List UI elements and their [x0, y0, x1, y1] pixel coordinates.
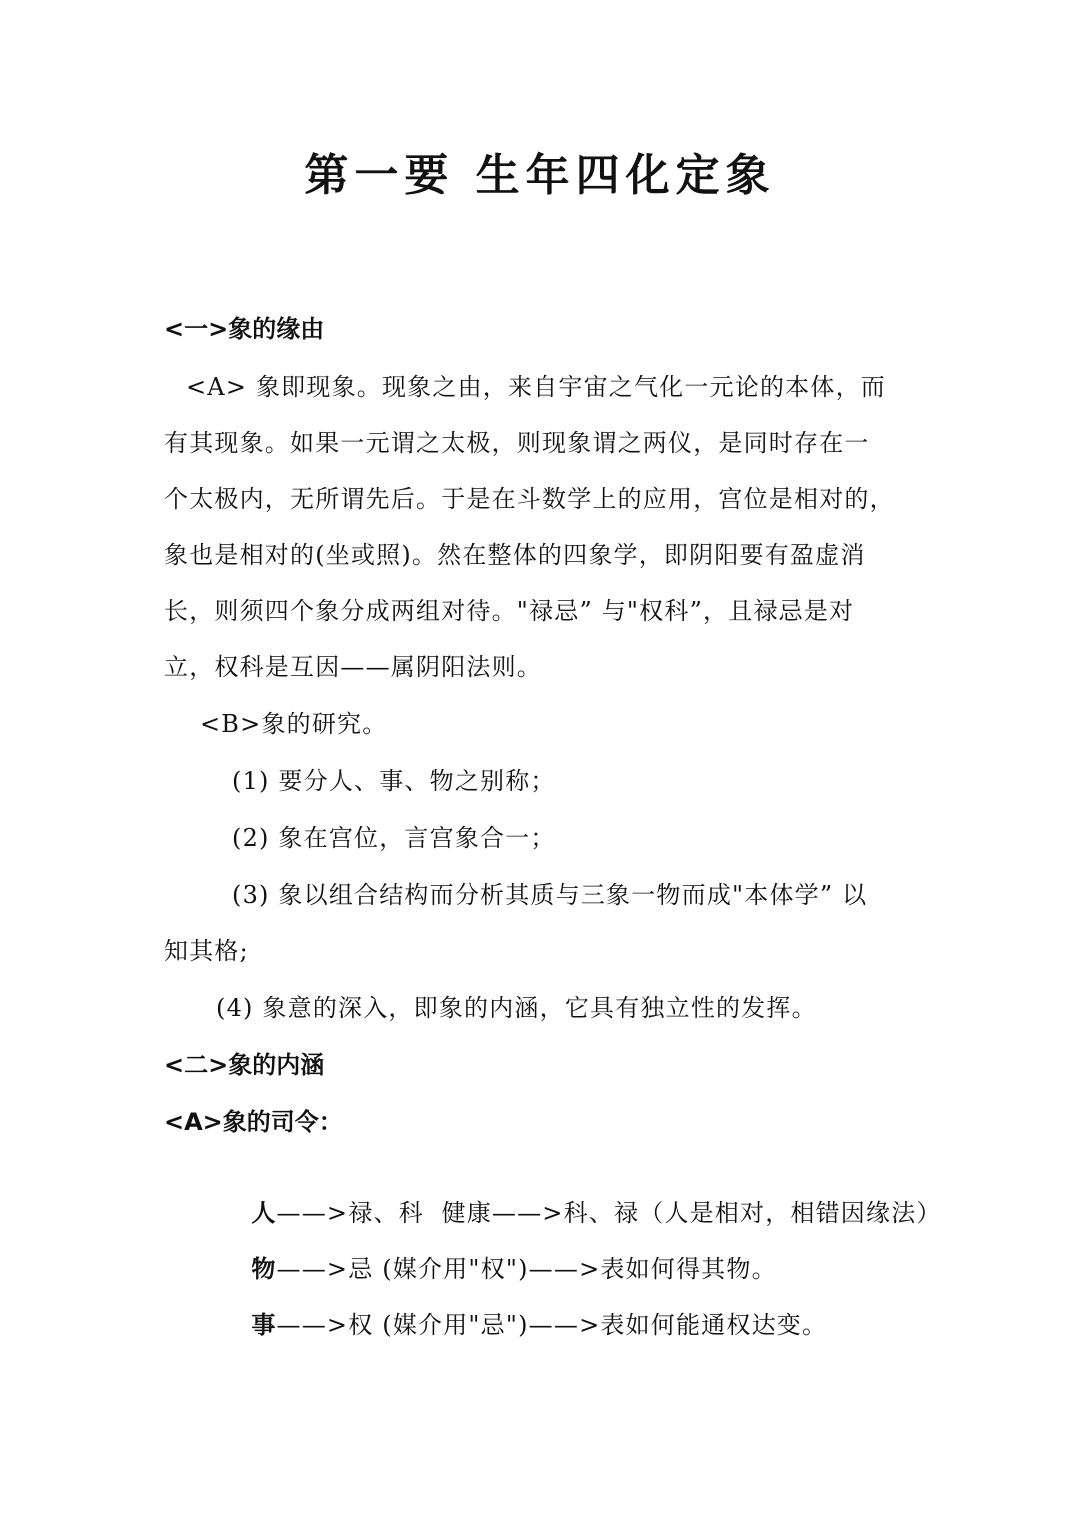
list-item: (1) 要分人、事、物之别称；	[232, 767, 556, 795]
mapping-text: ——>禄、科 健康——>科、禄（人是相对，相错因缘法）	[276, 1199, 942, 1227]
paragraph-line: 有其现象。如果一元谓之太极，则现象谓之两仪，是同时存在一	[164, 429, 870, 457]
mapping-lead: 物	[251, 1255, 277, 1283]
subsection-label: <B>象的研究。	[200, 710, 388, 738]
list-item-continuation: 知其格;	[164, 937, 249, 965]
paragraph-line: 长，则须四个象分成两组对待。"禄忌” 与"权科”，且禄忌是对	[164, 597, 855, 625]
mapping-lead: 人	[251, 1199, 277, 1227]
subsection-heading: <A>象的司令：	[164, 1108, 343, 1136]
paragraph-line: <A> 象即现象。现象之由，来自宇宙之气化一元论的本体，而	[186, 373, 886, 401]
paragraph-line: 个太极内，无所谓先后。于是在斗数学上的应用，宫位是相对的，	[164, 485, 895, 513]
paragraph-line: 立，权科是互因——属阴阳法则。	[164, 653, 542, 681]
mapping-row	[216, 1274, 827, 1376]
section-heading-content: <二>象的内涵	[164, 1051, 325, 1079]
page-title: 第一要 生年四化定象	[304, 150, 776, 201]
mapping-lead: 事	[251, 1311, 277, 1339]
list-item: (3) 象以组合结构而分析其质与三象一物而成"本体学” 以	[232, 881, 868, 909]
list-item: (2) 象在宫位，言宫象合一；	[232, 824, 556, 852]
mapping-text: ——>忌 (媒介用"权")——>表如何得其物。	[276, 1255, 777, 1283]
section-heading-origin: <一>象的缘由	[164, 315, 325, 343]
list-item: (4) 象意的深入，即象的内涵，它具有独立性的发挥。	[216, 994, 817, 1022]
mapping-text: ——>权 (媒介用"忌")——>表如何能通权达变。	[276, 1311, 828, 1339]
paragraph-line: 象也是相对的(坐或照)。然在整体的四象学，即阴阳要有盈虚消	[164, 541, 866, 569]
